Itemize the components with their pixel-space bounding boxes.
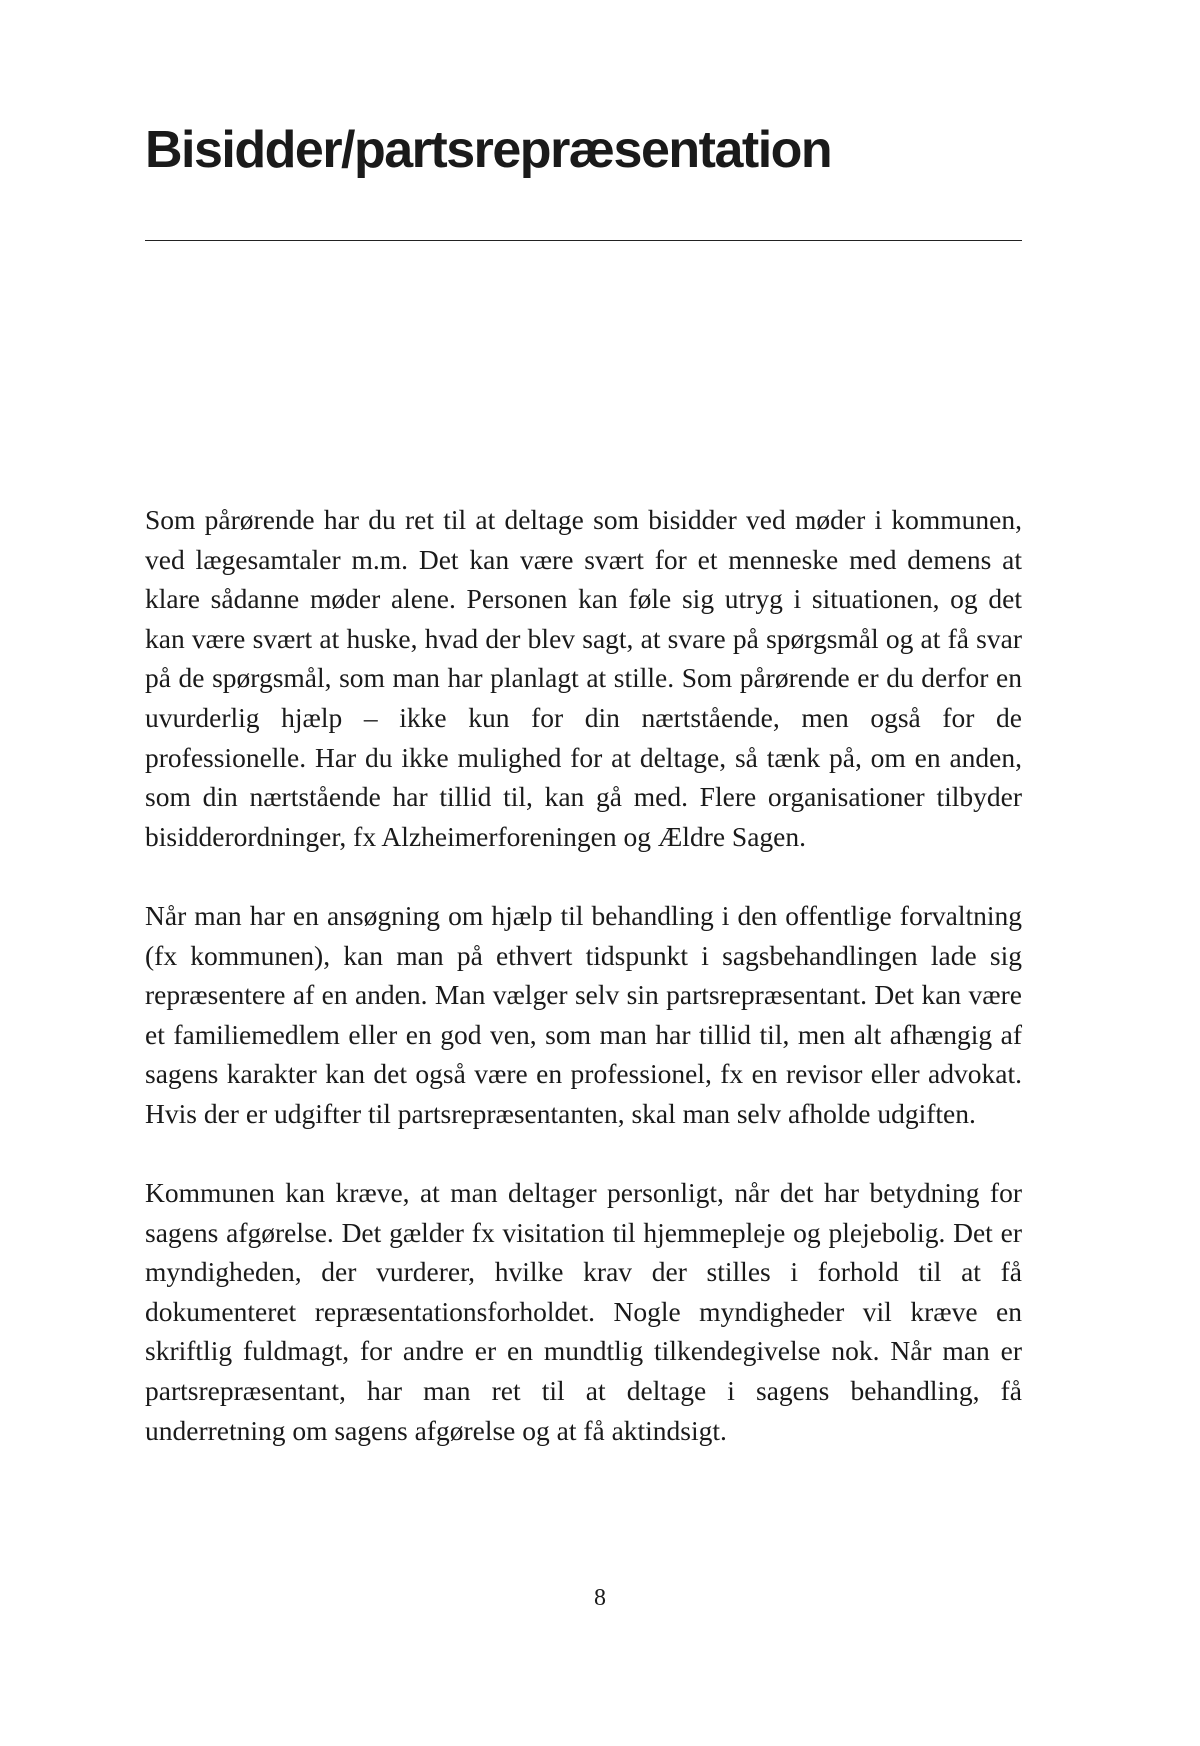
paragraph-bisidder: Som pårørende har du ret til at deltage som bisidder ved møder i kommunen, ved lægesamtaler m.m. Det kan være svært for et menneske med demens at klare sådanne møder alene. Personen kan føle sig utryg i situationen, og det kan være svært at huske, hvad der blev sagt, at svare på spørgsmål og at få svar på de spørgsmål, som man har planlagt at stille. Som pårørende er du derfor en uvurderlig hjælp – ikke kun for din nærtstående, men også for de professionelle. Har du ikke mulighed for at deltage, så tænk på, om en anden, som din nærtstående har tillid til, kan gå med. Flere organisationer tilbyder bisidderordninger, fx Alzheimerforeningen og Ældre Sagen. bbox=[145, 504, 1022, 852]
body-text bbox=[145, 500, 1022, 1490]
page-number: 8 bbox=[594, 1585, 606, 1611]
paragraph-partsrepraesentant: Når man har en ansøgning om hjælp til behandling i den offentlige forvaltning (fx kommunen), kan man på ethvert tidspunkt i sagsbehandlingen lade sig repræsentere af en anden. Man vælger selv sin partsrepræsentant. Det kan være et familiemedlem eller en god ven, som man har tillid til, men alt afhængig af sagens karakter kan det også være en professionel, fx en revisor eller advokat. Hvis der er udgifter til partsrepræsentanten, skal man selv afholde udgiften. bbox=[145, 899, 1022, 1129]
title-divider bbox=[145, 240, 1022, 241]
paragraph-kommunen: Kommunen kan kræve, at man deltager personligt, når det har betydning for sagens afgørelse. Det gælder fx visitation til hjemmepleje og plejebolig. Det er myndigheden, der vurderer, hvilke krav der stilles i forhold til at få dokumenteret repræsentationsforholdet. Nogle myndigheder vil kræve en skriftlig fuldmagt, for andre er en mundtlig tilkendegivelse nok. Når man er partsrepræsentant, har man ret til at deltage i sagens behandling, få underretning om sagens afgørelse og at få aktindsigt. bbox=[145, 1177, 1022, 1446]
page-title: Bisidder/partsrepræsentation bbox=[145, 121, 832, 179]
